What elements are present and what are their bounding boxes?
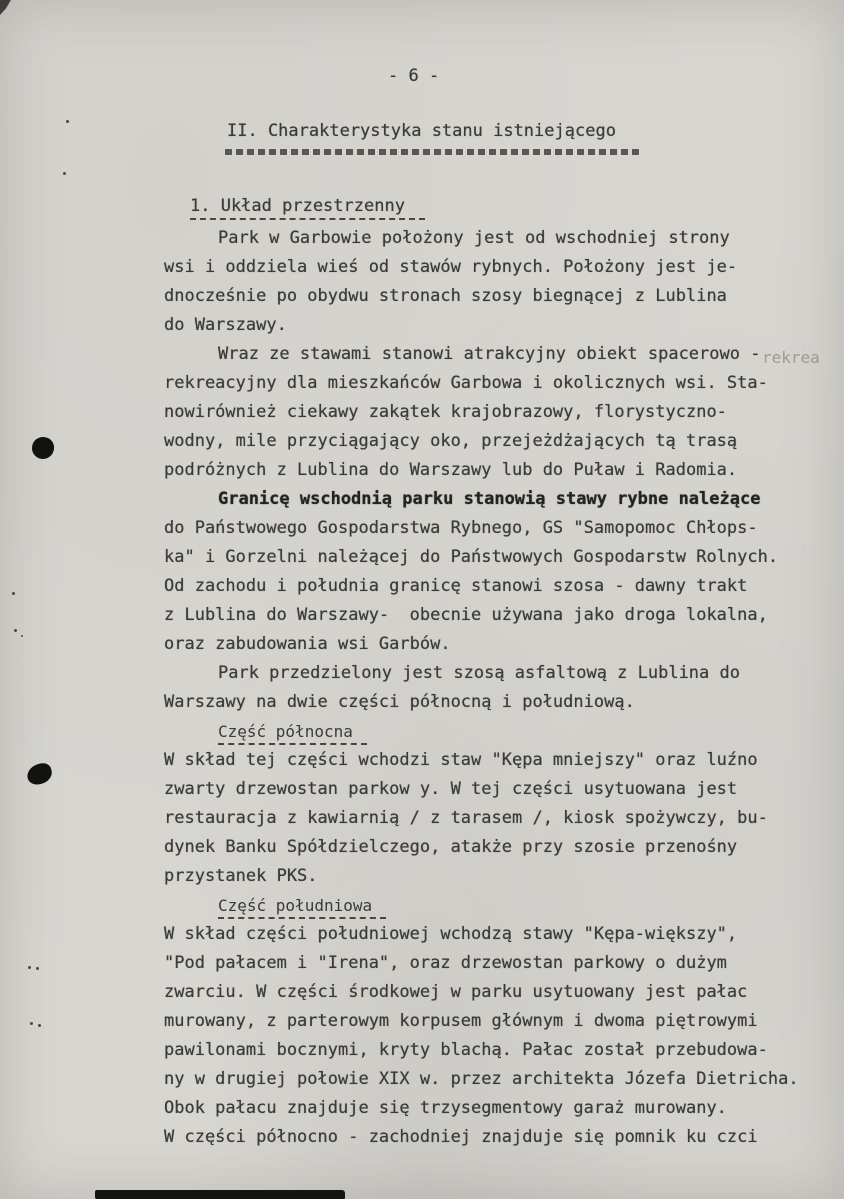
text-line: restauracja z kawiarnią / z tarasem /, kiosk spożywczy, bu- xyxy=(164,808,768,828)
text-line: podróżnych z Lublina do Warszawy lub do Puław i Radomia. xyxy=(164,460,738,480)
title-underline xyxy=(225,149,640,155)
text-line: dynek Banku Spółdzielczego, atakże przy szosie przenośny xyxy=(164,837,738,857)
speck xyxy=(14,629,17,632)
speck xyxy=(66,120,69,123)
text-line: przystanek PKS. xyxy=(164,866,318,886)
text-line: rekreacyjny dla mieszkańców Garbowa i okolicznych wsi. Sta- xyxy=(164,373,768,393)
speck xyxy=(38,1024,41,1027)
text-line: Wraz ze stawami stanowi atrakcyjny obiekt spacerowo - xyxy=(218,344,761,364)
text-line: Park w Garbowie położony jest od wschodniej strony xyxy=(218,228,730,248)
text-line: W części północno - zachodniej znajduje się pomnik ku czci xyxy=(164,1127,758,1147)
subheading-line xyxy=(164,891,824,920)
text-line: nowirównież ciekawy zakątek krajobrazowy, florystyczno- xyxy=(164,402,727,422)
speck xyxy=(30,1022,33,1025)
text-line: murowany, z parterowym korpusem głównym i dwoma piętrowymi xyxy=(164,1011,758,1031)
subheading-text: Część północna xyxy=(218,721,367,745)
subheading-line xyxy=(164,717,824,746)
scan-bottom-bar xyxy=(95,1190,345,1199)
text-line: zwarty drzewostan parkow y. W tej części usytuowana jest xyxy=(164,779,738,799)
text-line: zwarciu. W części środkowej w parku usytuowany jest pałac xyxy=(164,982,748,1002)
text-line: Granicę wschodnią parku stanowią stawy rybne należące xyxy=(218,489,761,509)
speck xyxy=(63,172,66,175)
text-line: oraz zabudowania wsi Garbów. xyxy=(164,634,451,654)
speck xyxy=(21,635,23,637)
speck xyxy=(12,592,15,595)
text-line: pawilonami bocznymi, kryty blachą. Pałac został przebudowa- xyxy=(164,1040,768,1060)
text-line: do Warszawy. xyxy=(164,315,287,335)
text-line: z Lublina do Warszawy- obecnie używana jako droga lokalna, xyxy=(164,605,768,625)
text-line: "Pod pałacem i "Irena", oraz drzewostan parkowy o dużym xyxy=(164,953,727,973)
text-line: Park przedzielony jest szosą asfaltową z Lublina do xyxy=(218,663,740,683)
text-line: ny w drugiej połowie XIX w. przez architekta Józefa Dietricha. xyxy=(164,1069,799,1089)
speck xyxy=(36,967,39,970)
document-body xyxy=(164,224,824,1152)
scan-corner-mark xyxy=(0,0,11,15)
text-line: Obok pałacu znajduje się trzysegmentowy garaż murowany. xyxy=(164,1098,727,1118)
section-heading xyxy=(190,196,425,220)
margin-bleed-note: rekrea xyxy=(762,348,820,367)
text-line: W skład części południowej wchodzą stawy "Kępa-większy", xyxy=(164,924,738,944)
document-title: II. Charakterystyka stanu istniejącego xyxy=(227,121,616,141)
text-line: W skład tej części wchodzi staw "Kępa mniejszy" oraz luźno xyxy=(164,750,758,770)
ink-blot xyxy=(25,761,54,786)
text-line: dnocześnie po obydwu stronach szosy biegnącej z Lublina xyxy=(164,286,727,306)
page-number: - 6 - xyxy=(388,66,440,86)
section-heading-text: 1. Układ przestrzenny xyxy=(190,196,425,220)
ink-blot xyxy=(31,436,56,461)
subheading-text: Część południowa xyxy=(218,895,386,919)
speck xyxy=(28,966,31,969)
text-line: Warszawy na dwie części północną i południową. xyxy=(164,692,635,712)
text-line: wsi i oddziela wieś od stawów rybnych. Położony jest je- xyxy=(164,257,738,277)
text-line: Od zachodu i południa granicę stanowi szosa - dawny trakt xyxy=(164,576,748,596)
text-line: do Państwowego Gospodarstwa Rybnego, GS "Samopomoc Chłops- xyxy=(164,518,758,538)
text-line: wodny, mile przyciągający oko, przejeżdżających tą trasą xyxy=(164,431,738,451)
text-line: ka" i Gorzelni należącej do Państwowych Gospodarstw Rolnych. xyxy=(164,547,779,567)
